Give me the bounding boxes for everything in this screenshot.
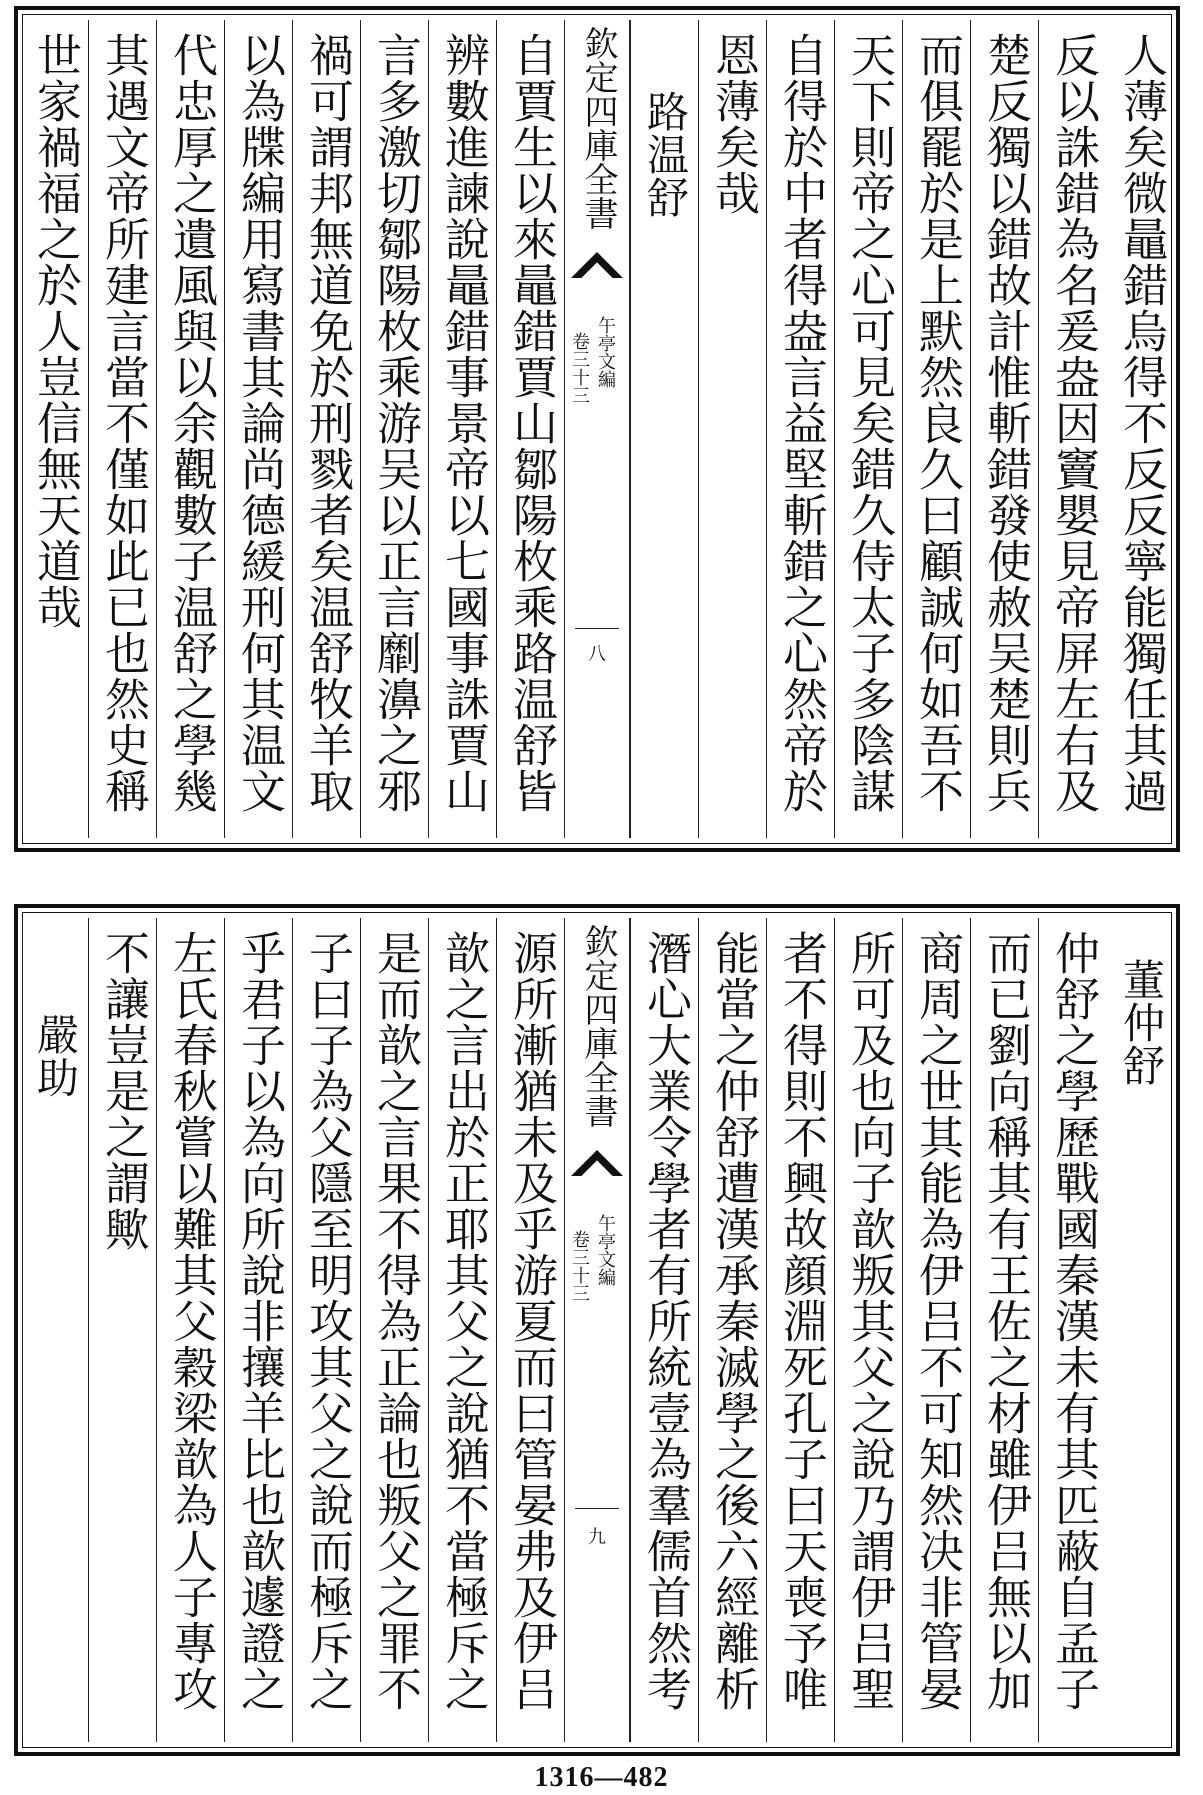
text-column: 人薄矣微鼂錯烏得不反反寧能獨任其過 [1115, 32, 1168, 814]
text-column: 辨數進諫說鼂錯事景帝以七國事誅賈山 [428, 20, 496, 838]
text-column: 源所漸猶未及乎游夏而曰管晏弗及伊吕 [496, 918, 564, 1742]
fold-collection: 午亭文編 [595, 1214, 616, 1286]
fold-margin [564, 918, 630, 1742]
text-column: 而俱罷於是上默然良久曰顧誠何如吾不 [902, 20, 970, 838]
text-column: 不讓豈是之謂歟 [88, 918, 156, 1742]
fold-volume: 卷三十三 [569, 1230, 590, 1302]
bottom-page [14, 904, 1180, 1756]
fold-collection: 午亭文編 [595, 316, 616, 388]
fold-leaf-number: 八 [588, 644, 606, 665]
section-heading: 董仲舒 [1117, 958, 1166, 1087]
section-heading: 路温舒 [630, 20, 698, 838]
fold-leaf-number: 九 [588, 1527, 606, 1548]
text-column: 者不得則不興故顔淵死孔子曰天喪予唯 [766, 918, 834, 1742]
text-column: 自賈生以來鼂錯賈山鄒陽枚乘路温舒皆 [496, 20, 564, 838]
text-column: 自得於中者得盎言益堅斬錯之心然帝於 [766, 20, 834, 838]
text-column: 天下則帝之心可見矣錯久侍太子多陰謀 [834, 20, 902, 838]
text-column: 反以誅錯為名爰盎因竇嬰見帝屏左右及 [1038, 20, 1106, 838]
fish-tail-mark [571, 1150, 623, 1176]
text-column: 乎君子以為向所說非攘羊比也歆遽證之 [224, 918, 292, 1742]
fold-title: 欽定四庫全書 [578, 26, 618, 230]
text-column: 以為牒編用寫書其論尚德緩刑何其温文 [224, 20, 292, 838]
text-column: 其遇文帝所建言當不僅如此已也然史稱 [88, 20, 156, 838]
fold-volume: 卷三十三 [569, 332, 590, 404]
text-column: 恩薄矣哉 [698, 20, 766, 838]
text-column: 世家禍福之於人豈信無天道哉 [22, 20, 88, 838]
text-column: 歆之言出於正耶其父之說猶不當極斥之 [428, 918, 496, 1742]
text-column: 所可及也向子歆叛其父之說乃謂伊吕聖 [834, 918, 902, 1742]
fish-tail-mark [571, 252, 623, 278]
page-footer-number: 1316—482 [534, 1762, 669, 1793]
text-column: 楚反獨以錯故計惟斬錯發使赦吴楚則兵 [970, 20, 1038, 838]
text-column: 左氏春秋嘗以難其父穀梁歆為人子專攻 [156, 918, 224, 1742]
top-page [14, 6, 1180, 852]
text-column: 能當之仲舒遭漢承秦滅學之後六經離析 [698, 918, 766, 1742]
text-column: 而已劉向稱其有王佐之材雖伊吕無以加 [970, 918, 1038, 1742]
fold-margin [564, 20, 630, 838]
section-heading: 嚴助 [22, 918, 88, 1742]
text-column: 言多激切鄒陽枚乘游吴以正言劘濞之邪 [360, 20, 428, 838]
fold-rule [575, 628, 619, 629]
fold-rule [575, 1508, 619, 1509]
text-column: 子曰子為父隱至明攻其父之說而極斥之 [292, 918, 360, 1742]
text-column: 代忠厚之遺風與以余觀數子温舒之學幾 [156, 20, 224, 838]
text-column: 是而歆之言果不得為正論也叛父之罪不 [360, 918, 428, 1742]
text-column: 仲舒之學歷戰國秦漢未有其匹蔽自孟子 [1038, 918, 1106, 1742]
text-column: 潛心大業令學者有所統壹為羣儒首然考 [630, 918, 698, 1742]
text-column: 禍可謂邦無道免於刑戮者矣温舒牧羊取 [292, 20, 360, 838]
fold-title: 欽定四庫全書 [578, 924, 618, 1128]
text-column: 商周之世其能為伊吕不可知然决非管晏 [902, 918, 970, 1742]
